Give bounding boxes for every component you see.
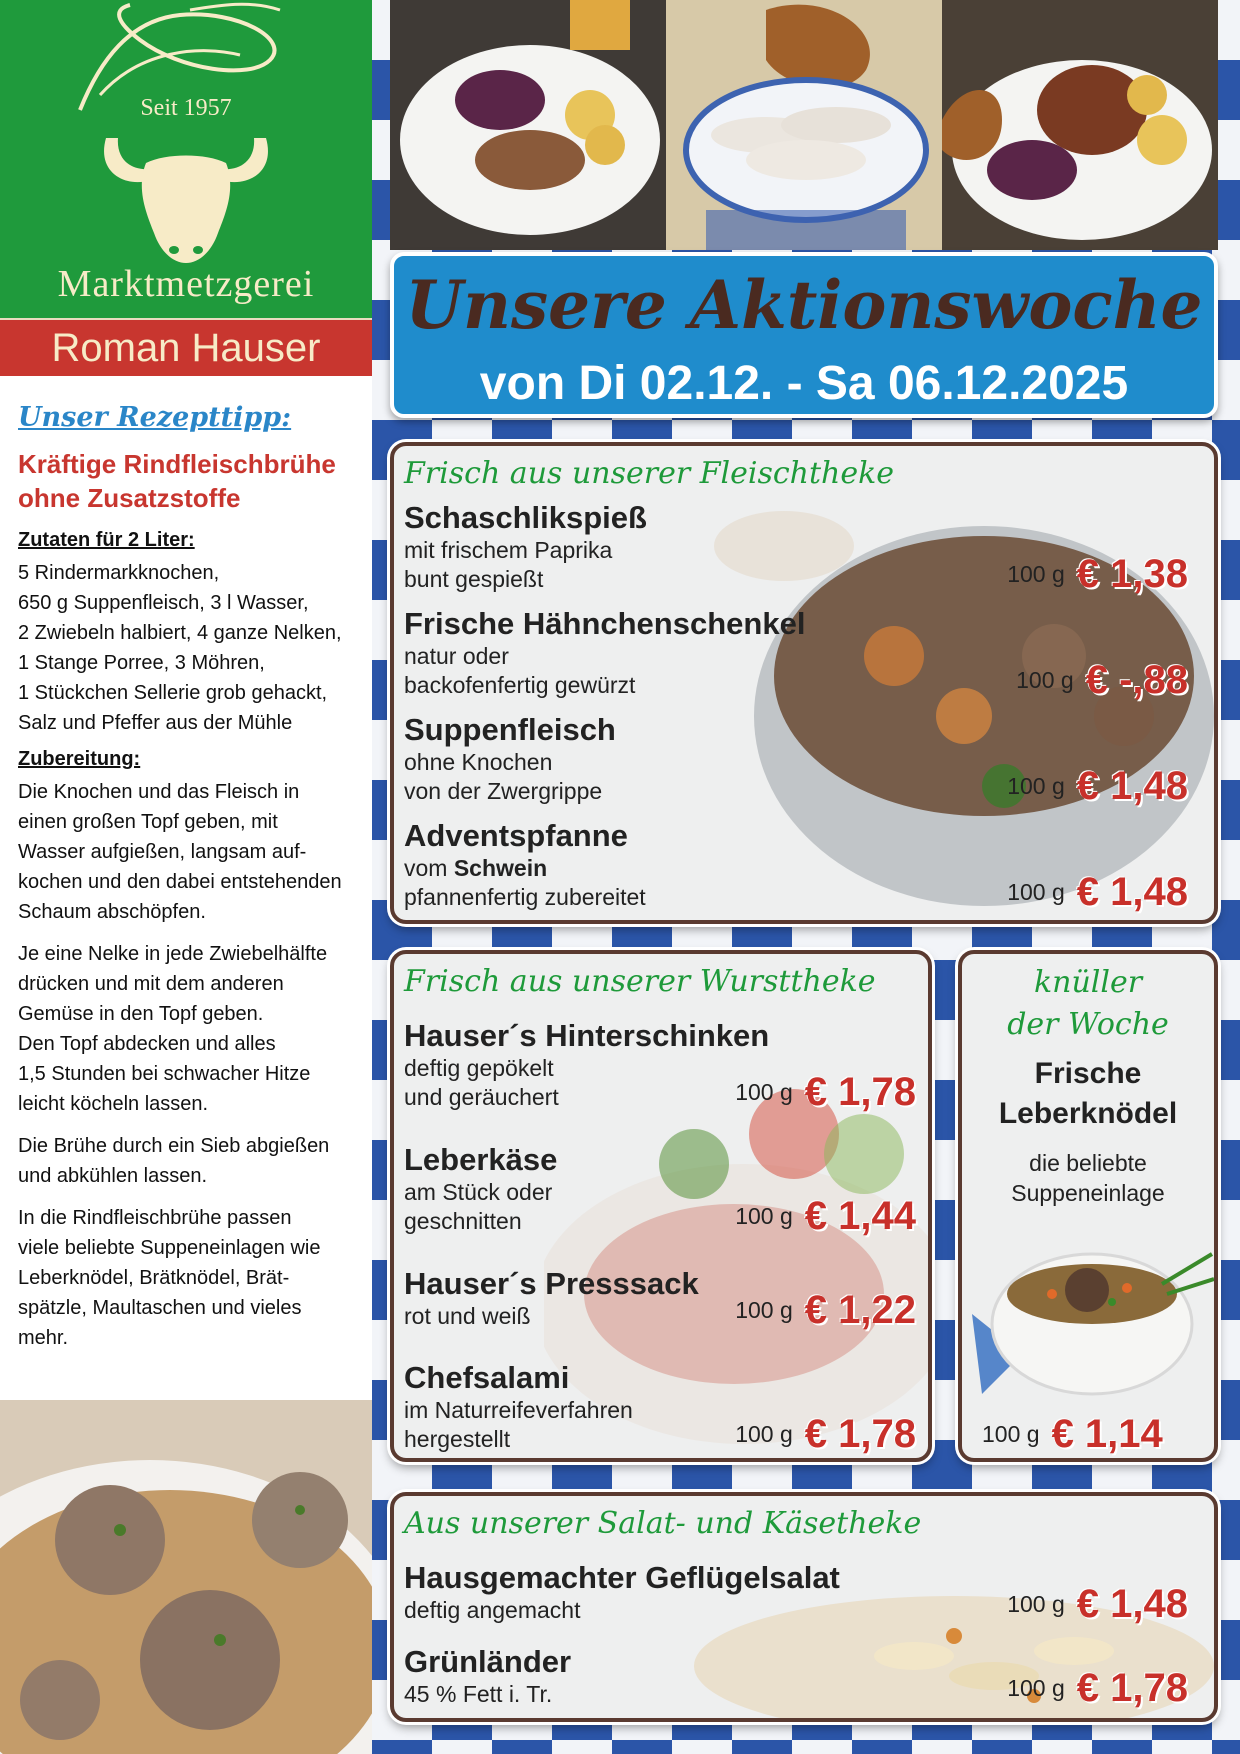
ingredient-line: 1 Stückchen Sellerie grob gehackt, xyxy=(18,682,328,704)
step-line: und abkühlen lassen. xyxy=(18,1165,208,1187)
product-desc: bunt gespießt xyxy=(404,566,544,592)
product-desc: 45 % Fett i. Tr. xyxy=(404,1681,553,1707)
weekly-hit-desc-1: die beliebte xyxy=(1029,1150,1147,1176)
product-item xyxy=(404,1560,840,1625)
step-line: 1,5 Stunden bei schwacher Hitze xyxy=(18,1063,311,1085)
left-column xyxy=(0,0,372,1754)
product-desc: und geräuchert xyxy=(404,1084,559,1110)
price-value: € 1,14 xyxy=(1051,1412,1163,1456)
ingredient-line: 1 Stange Porree, 3 Möhren, xyxy=(18,652,265,674)
price-value: € 1,38 xyxy=(1076,552,1188,596)
ingredient-line: 650 g Suppenfleisch, 3 l Wasser, xyxy=(18,592,309,614)
price-unit: 100 g xyxy=(735,1297,793,1323)
product-name: Hauser´s Presssack xyxy=(404,1266,699,1301)
ingredient-line: Salz und Pfeffer aus der Mühle xyxy=(18,712,293,734)
sausage-counter-heading: Frisch aus unserer Wursttheke xyxy=(404,964,876,999)
product-item xyxy=(404,1644,571,1709)
price-value: € 1,22 xyxy=(804,1288,916,1332)
product-item xyxy=(404,712,616,806)
weekly-hit-desc-2: Suppeneinlage xyxy=(1011,1180,1165,1206)
product-item xyxy=(404,606,805,700)
weisswurst-bowl-icon xyxy=(666,0,942,250)
roast-photo xyxy=(390,0,666,250)
meat-counter-heading: Frisch aus unserer Fleischtheke xyxy=(404,456,895,491)
product-desc: von der Zwergrippe xyxy=(404,778,603,804)
weisswurst-photo xyxy=(666,0,942,250)
step-line: viele beliebte Suppeneinlagen wie xyxy=(18,1237,321,1259)
product-desc: im Naturreifeverfahren xyxy=(404,1397,633,1423)
step-line: drücken und mit dem anderen xyxy=(18,973,284,995)
price-unit: 100 g xyxy=(1007,879,1065,905)
product-name: Adventspfanne xyxy=(404,818,628,853)
salad-cheese-heading: Aus unserer Salat- und Käsetheke xyxy=(404,1506,922,1541)
weekly-hit-price-tag xyxy=(982,1412,1163,1457)
product-item xyxy=(404,1142,557,1236)
price-unit: 100 g xyxy=(1007,773,1065,799)
owner-name: Roman Hauser xyxy=(0,318,372,376)
price-unit: 100 g xyxy=(1007,1591,1065,1617)
desc-part: vom xyxy=(404,855,454,881)
recipe-dish-title xyxy=(18,447,368,515)
logo xyxy=(0,0,372,318)
price-value: € 1,48 xyxy=(1076,870,1188,914)
weekly-hit-name-2: Leberknödel xyxy=(998,1097,1178,1130)
pork-knuckle-photo xyxy=(942,0,1218,250)
product-item xyxy=(404,500,647,594)
price-value: € 1,78 xyxy=(804,1070,916,1114)
product-item xyxy=(404,1360,633,1454)
step-line: Die Brühe durch ein Sieb abgießen xyxy=(18,1135,330,1157)
product-desc: ohne Knochen xyxy=(404,749,553,775)
soup-bowl-icon xyxy=(0,1400,372,1754)
dish-line-2: ohne Zusatzstoffe xyxy=(18,483,241,513)
price-value: € 1,78 xyxy=(1076,1666,1188,1710)
weekly-hit-panel xyxy=(958,950,1218,1462)
step-line: Schaum abschöpfen. xyxy=(18,901,206,923)
price-value: € -,88 xyxy=(1085,658,1188,702)
product-price-tag xyxy=(735,1070,916,1115)
step-line: Gemüse in den Topf geben. xyxy=(18,1003,264,1025)
banner-title: Unsere Aktionswoche xyxy=(405,266,1203,344)
price-unit: 100 g xyxy=(1016,667,1074,693)
recipe-section xyxy=(18,402,368,1353)
product-desc: pfannenfertig zubereitet xyxy=(404,884,646,910)
price-unit: 100 g xyxy=(735,1079,793,1105)
weekly-hit-name-1: Frische xyxy=(1034,1057,1142,1090)
banner-dates: von Di 02.12. - Sa 06.12.2025 xyxy=(479,357,1129,410)
step-line: spätzle, Maultaschen und vieles xyxy=(18,1297,302,1319)
product-item xyxy=(404,1018,769,1112)
preparation-step-4 xyxy=(18,1203,368,1353)
product-price-tag xyxy=(1007,870,1188,915)
product-desc: hergestellt xyxy=(404,1426,511,1452)
ingredients-list xyxy=(18,558,368,738)
product-desc: am Stück oder xyxy=(404,1179,553,1205)
product-name: Suppenfleisch xyxy=(404,712,616,747)
preparation-step-2 xyxy=(18,939,368,1119)
since-label: Seit 1957 xyxy=(140,95,232,121)
step-line: In die Rindfleischbrühe passen xyxy=(18,1207,292,1229)
product-price-tag xyxy=(735,1194,916,1239)
product-desc: natur oder xyxy=(404,643,509,669)
product-price-tag xyxy=(1007,552,1188,597)
sausage-counter-panel xyxy=(390,950,932,1462)
product-item xyxy=(404,818,646,912)
product-name: Hauser´s Hinterschinken xyxy=(404,1018,770,1053)
product-name: Schaschlikspieß xyxy=(404,500,647,535)
salad-cheese-counter-panel xyxy=(390,1492,1218,1722)
product-price-tag xyxy=(1016,658,1188,703)
ingredient-line: 2 Zwiebeln halbiert, 4 ganze Nelken, xyxy=(18,622,342,644)
weekly-hit-heading-2: der Woche xyxy=(1007,1007,1169,1042)
preparation-step-1 xyxy=(18,777,368,927)
step-line: Leberknödel, Brätknödel, Brät- xyxy=(18,1267,290,1289)
product-name: Chefsalami xyxy=(404,1360,570,1395)
bull-head-icon xyxy=(96,118,276,268)
title-banner xyxy=(390,252,1218,418)
ingredient-line: 5 Rindermarkknochen, xyxy=(18,562,220,584)
food-photo-strip xyxy=(390,0,1218,250)
step-line: Je eine Nelke in jede Zwiebelhälfte xyxy=(18,943,328,965)
preparation-step-3 xyxy=(18,1131,368,1191)
step-line: einen großen Topf geben, mit xyxy=(18,811,278,833)
product-name: Frische Hähnchenschenkel xyxy=(404,606,806,641)
liver-dumpling-soup-icon xyxy=(962,1224,1214,1414)
product-price-tag xyxy=(1007,764,1188,809)
ingredients-heading: Zutaten für 2 Liter: xyxy=(18,529,195,551)
desc-bold-part: Schwein xyxy=(453,855,548,881)
price-unit: 100 g xyxy=(735,1421,793,1447)
product-desc xyxy=(404,854,646,883)
step-line: mehr. xyxy=(18,1327,69,1349)
product-price-tag xyxy=(1007,1582,1188,1627)
price-value: € 1,48 xyxy=(1076,1582,1188,1626)
price-value: € 1,44 xyxy=(804,1194,916,1238)
step-line: Den Topf abdecken und alles xyxy=(18,1033,276,1055)
product-desc: deftig angemacht xyxy=(404,1597,581,1623)
pork-knuckle-plate-icon xyxy=(942,0,1218,250)
dish-line-1: Kräftige Rindfleischbrühe xyxy=(18,449,336,479)
product-name: Grünländer xyxy=(404,1644,572,1679)
product-price-tag xyxy=(735,1288,916,1333)
product-desc: deftig gepökelt xyxy=(404,1055,554,1081)
roast-plate-icon xyxy=(390,0,666,250)
price-unit: 100 g xyxy=(1007,561,1065,587)
price-value: € 1,48 xyxy=(1076,764,1188,808)
product-price-tag xyxy=(1007,1666,1188,1711)
price-unit: 100 g xyxy=(735,1203,793,1229)
weekly-hit-heading-1: knüller xyxy=(1033,965,1143,1000)
product-desc: mit frischem Paprika xyxy=(404,537,613,563)
product-name: Hausgemachter Geflügelsalat xyxy=(404,1560,840,1595)
price-unit: 100 g xyxy=(982,1421,1040,1447)
product-desc: rot und weiß xyxy=(404,1303,531,1329)
step-line: Die Knochen und das Fleisch in xyxy=(18,781,300,803)
step-line: Wasser aufgießen, langsam auf- xyxy=(18,841,307,863)
product-desc: backofenfertig gewürzt xyxy=(404,672,636,698)
business-name: Marktmetzgerei xyxy=(57,263,315,305)
product-desc: geschnitten xyxy=(404,1208,522,1234)
recipe-title: Unser Rezepttipp: xyxy=(18,402,292,433)
step-line: leicht köcheln lassen. xyxy=(18,1093,209,1115)
product-price-tag xyxy=(735,1412,916,1457)
meat-counter-panel xyxy=(390,442,1218,924)
dumpling-soup-photo xyxy=(0,1400,372,1754)
price-unit: 100 g xyxy=(1007,1675,1065,1701)
product-item xyxy=(404,1266,699,1331)
price-value: € 1,78 xyxy=(804,1412,916,1456)
step-line: kochen und den dabei entstehenden xyxy=(18,871,342,893)
preparation-heading: Zubereitung: xyxy=(18,748,141,770)
product-name: Leberkäse xyxy=(404,1142,558,1177)
